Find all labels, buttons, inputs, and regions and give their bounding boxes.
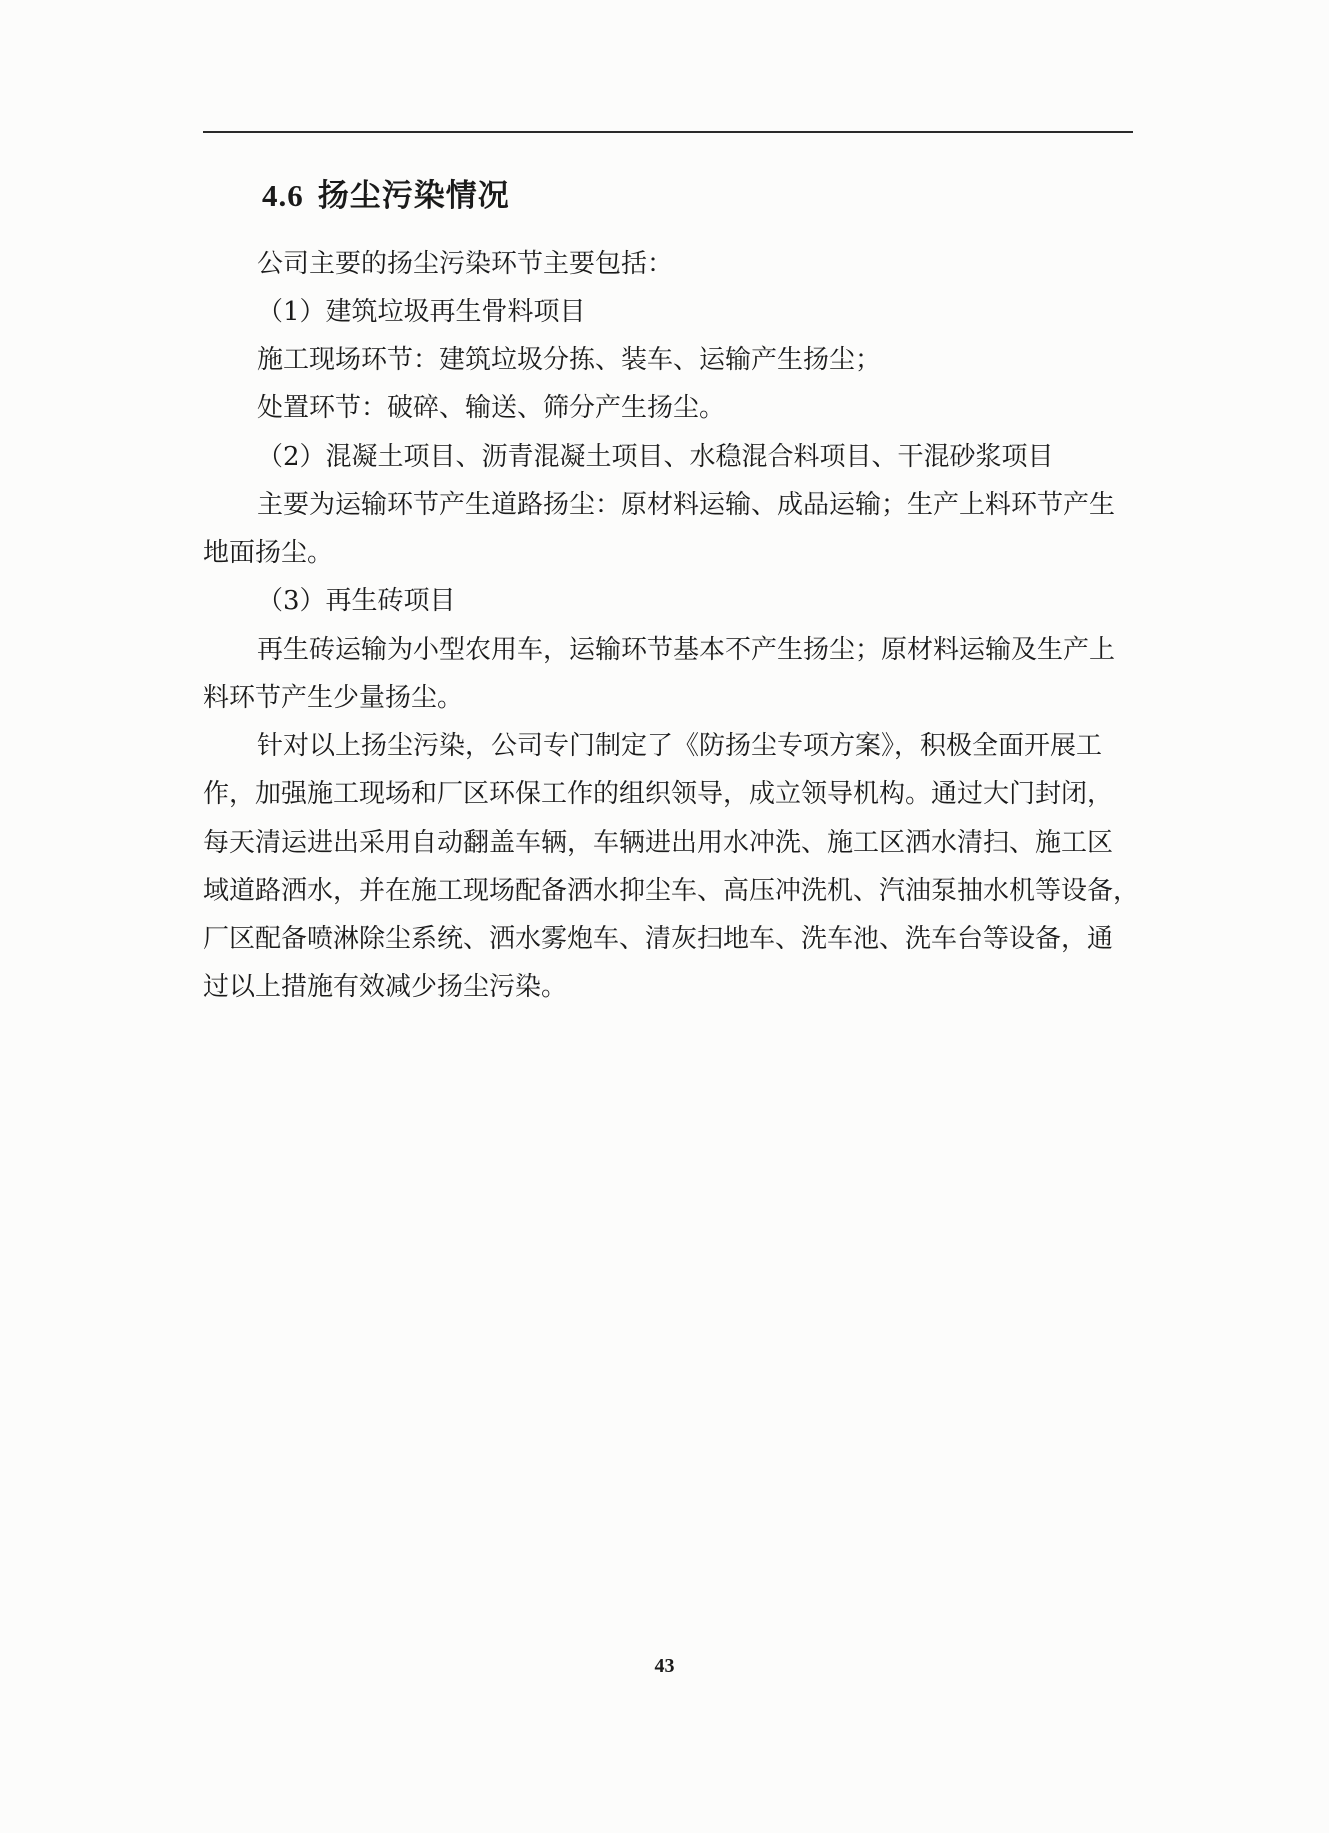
section-heading: [262, 170, 510, 215]
header-rule: [203, 131, 1133, 133]
paragraph-line: 针对以上扬尘污染，公司专门制定了《防扬尘专项方案》，积极全面开展工: [257, 731, 1103, 761]
paragraph-line: 公司主要的扬尘污染环节主要包括：: [257, 249, 674, 279]
section-number: 4.6: [262, 178, 304, 213]
section-title: 扬尘污染情况: [317, 178, 510, 214]
paragraph-line: 处置环节：破碎、输送、筛分产生扬尘。: [257, 393, 726, 423]
paragraph-line: 作，加强施工现场和厂区环保工作的组织领导，成立领导机构。通过大门封闭，: [203, 779, 1114, 809]
paragraph-line: 施工现场环节：建筑垃圾分拣、装车、运输产生扬尘；: [257, 345, 882, 375]
paragraph-line: 料环节产生少量扬尘。: [203, 683, 464, 713]
paragraph-line: 域道路洒水，并在施工现场配备洒水抑尘车、高压冲洗机、汽油泵抽水机等设备，: [203, 876, 1140, 906]
paragraph-line: （2）混凝土项目、沥青混凝土项目、水稳混合料项目、干混砂浆项目: [257, 442, 1054, 472]
paragraph-line: （3）再生砖项目: [257, 586, 456, 616]
page-number: 43: [654, 1655, 675, 1677]
paragraph-line: 主要为运输环节产生道路扬尘：原材料运输、成品运输；生产上料环节产生: [257, 490, 1116, 520]
paragraph-line: 再生砖运输为小型农用车，运输环节基本不产生扬尘；原材料运输及生产上: [257, 635, 1116, 665]
paragraph-line: 地面扬尘。: [203, 538, 334, 568]
paragraph-line: 厂区配备喷淋除尘系统、洒水雾炮车、清灰扫地车、洗车池、洗车台等设备，通: [203, 924, 1114, 954]
paragraph-line: 每天清运进出采用自动翻盖车辆，车辆进出用水冲洗、施工区洒水清扫、施工区: [203, 828, 1114, 858]
paragraph-line: 过以上措施有效减少扬尘污染。: [203, 972, 568, 1002]
paragraph-line: （1）建筑垃圾再生骨料项目: [257, 297, 586, 327]
